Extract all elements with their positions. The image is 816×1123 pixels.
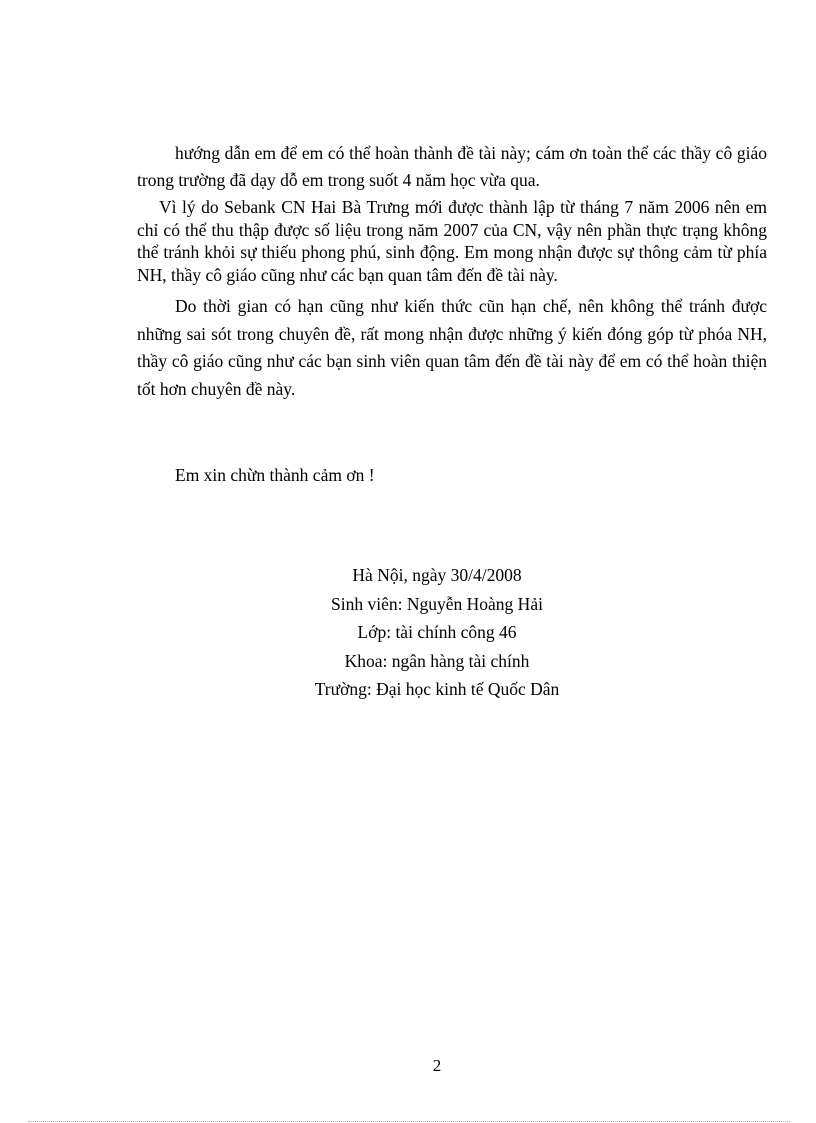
footer-divider — [28, 1121, 790, 1122]
signature-school: Trường: Đại học kinh tế Quốc Dân — [314, 679, 560, 699]
paragraph-data-limitation: Vì lý do Sebank CN Hai Bà Trưng mới được thành lập từ tháng 7 năm 2006 nên em chỉ có thể thu thập được số liệu trong năm 2007 của CN, vậy nên phần thực trạng không thể tránh khỏi sự thiếu phong phú, sinh động. Em mong nhận được sự thông cảm từ phía NH, thầy cô giáo cũng như các bạn quan tâm đến đề tài này. — [137, 197, 767, 285]
body-text — [137, 140, 767, 403]
page-number: 2 — [432, 1056, 442, 1075]
closing-thanks: Em xin chừn thành cảm ơn ! — [175, 465, 375, 485]
signature-class: Lớp: tài chính công 46 — [357, 622, 517, 642]
signature-block — [287, 561, 587, 704]
paragraph-feedback-request: Do thời gian có hạn cũng như kiến thức cũn hạn chế, nên không thể tránh được những sai sót trong chuyên đề, rất mong nhận được những ý kiến đóng góp từ phóa NH, thầy cô giáo cũng như các bạn sinh viên quan tâm đến đề tài này để em có thể hoàn thiện tốt hơn chuyên đề này. — [137, 296, 767, 399]
paragraph-acknowledgement: hướng dẫn em để em có thể hoàn thành đề tài này; cám ơn toàn thể các thầy cô giáo trong trường đã dạy dỗ em trong suốt 4 năm học vừa qua. — [137, 143, 767, 190]
signature-faculty: Khoa: ngân hàng tài chính — [344, 650, 530, 671]
signature-student: Sinh viên: Nguyễn Hoàng Hải — [331, 593, 543, 614]
signature-place-date: Hà Nội, ngày 30/4/2008 — [352, 565, 522, 585]
